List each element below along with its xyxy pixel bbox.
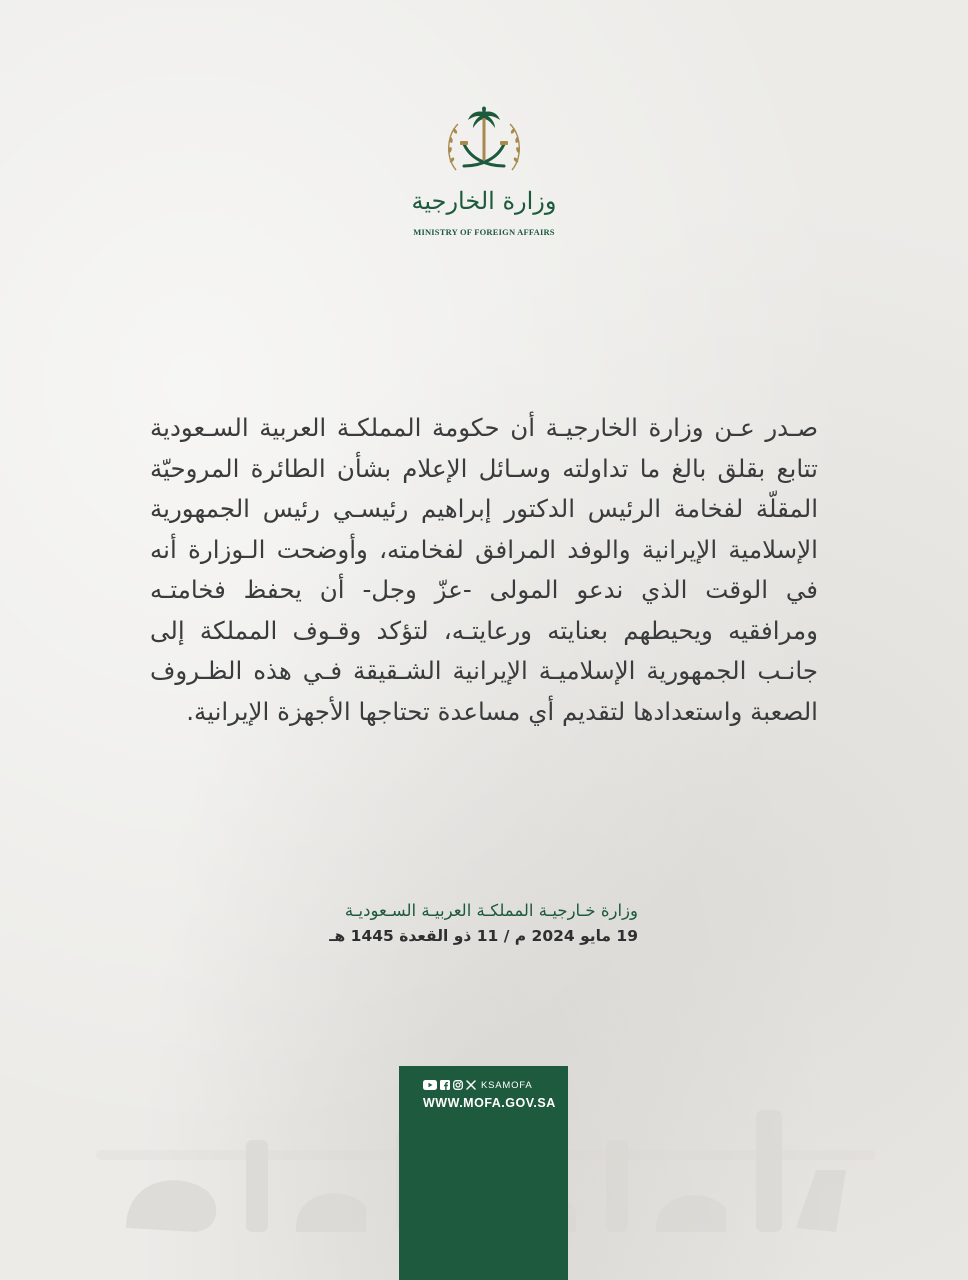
statement-body: صـدر عـن وزارة الخارجيـة أن حكومة المملكـة العربية السـعودية تتابع بقلق بالغ ما تداولته وسـائل الإعلام بشأن الطائرة المروحيّة المقلّة لفخامة الرئيس الدكتور إبراهيم رئيسـي رئيس الجمهورية الإسلامية الإيرانية والوفد المرافق لفخامته، وأوضحت الـوزارة أنه في الوقت الذي ندعو المولى -عزّ وجل- أن يحفظ فخامتـه ومرافقيه ويحيطهم بعنايته ورعايتـه، لتؤكد وقـوف المملكة إلى جانـب الجمهورية الإسلاميـة الإيرانية الشـقيقة فـي هذه الظـروف الصعبة واستعدادها لتقديم أي مساعدة تحتاجها الأجهزة الإيرانية. — [150, 413, 818, 726]
ministry-signature: وزارة خـارجيـة المملكـة العربيـة السـعوديـة — [344, 901, 638, 920]
footer-branding-box — [399, 1066, 568, 1280]
signature-block — [280, 898, 638, 948]
logo-english-text: MINISTRY OF FOREIGN AFFAIRS — [413, 227, 555, 237]
facebook-icon[interactable] — [440, 1080, 450, 1090]
website-link[interactable]: WWW.MOFA.GOV.SA — [423, 1096, 556, 1110]
statement-date: 19 مايو 2024 م / 11 ذو القعدة 1445 هـ — [329, 927, 638, 945]
emblem-icon — [442, 104, 526, 186]
x-icon[interactable] — [466, 1080, 476, 1090]
social-media-row — [423, 1078, 533, 1092]
ministry-logo — [404, 104, 564, 244]
instagram-icon[interactable] — [453, 1080, 463, 1090]
social-handle: KSAMOFA — [481, 1079, 533, 1091]
youtube-icon[interactable] — [423, 1080, 437, 1090]
logo-arabic-text: وزارة الخارجية — [411, 187, 557, 215]
